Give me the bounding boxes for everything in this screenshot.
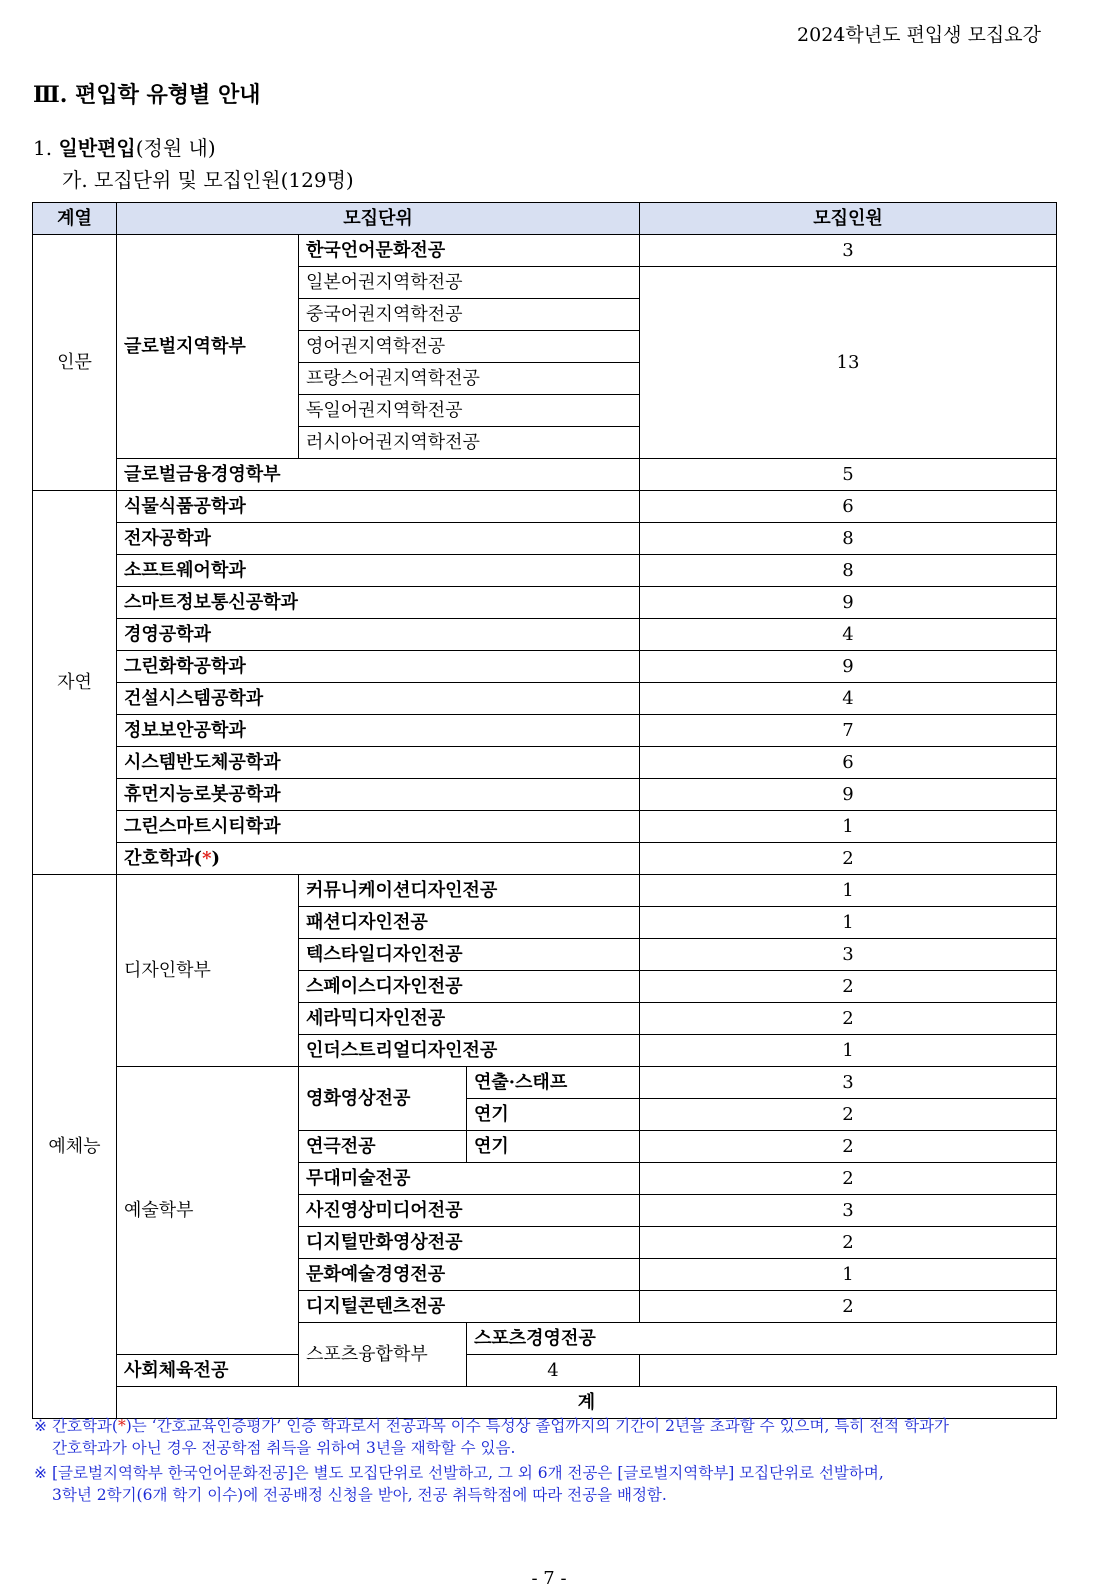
reference-mark: ※	[34, 1464, 47, 1482]
subsection-caption: 가. 모집단위 및 모집인원(129명)	[62, 168, 354, 192]
quota-value: 7	[640, 715, 1057, 747]
dept-name: 그린화학공학과	[117, 651, 640, 683]
quota-value: 9	[640, 651, 1057, 683]
dept-design: 디자인학부	[117, 875, 299, 1067]
quota-value: 3	[640, 1067, 1057, 1099]
quota-value: 1	[640, 875, 1057, 907]
quota-value: 2	[640, 1003, 1057, 1035]
quota-value: 4	[467, 1355, 640, 1387]
track-name: 연기	[467, 1099, 640, 1131]
major-name: 문화예술경영전공	[299, 1259, 640, 1291]
note-asterisk: *	[117, 1417, 126, 1435]
subsection-title	[33, 132, 216, 161]
dept-nursing	[117, 843, 640, 875]
nursing-label: 간호학과(	[124, 847, 203, 869]
table-row	[33, 715, 1057, 747]
major-name: 중국어권지역학전공	[299, 299, 640, 331]
major-name: 패션디자인전공	[299, 907, 640, 939]
quota-value: 9	[640, 587, 1057, 619]
quota-value: 1	[640, 907, 1057, 939]
category-humanities: 인문	[33, 235, 117, 491]
major-name: 스포츠경영전공	[467, 1323, 1057, 1355]
major-name: 디지털만화영상전공	[299, 1227, 640, 1259]
dept-name: 소프트웨어학과	[117, 555, 640, 587]
quota-value: 2	[640, 1291, 1057, 1323]
dept-name: 건설시스템공학과	[117, 683, 640, 715]
quota-value: 2	[640, 1099, 1057, 1131]
total-label: 계	[117, 1387, 1057, 1419]
footnote-global	[34, 1462, 949, 1506]
dept-art: 예술학부	[117, 1067, 299, 1355]
nursing-asterisk: *	[202, 847, 212, 869]
major-name: 영어권지역학전공	[299, 331, 640, 363]
table-row	[33, 875, 1057, 907]
quota-value: 8	[640, 523, 1057, 555]
quota-value: 2	[640, 1227, 1057, 1259]
major-name: 무대미술전공	[299, 1163, 640, 1195]
section-title: Ⅲ. 편입학 유형별 안내	[33, 82, 261, 108]
table-row	[33, 1355, 1057, 1387]
footnote-line: [글로벌지역학부 한국언어문화전공]은 별도 모집단위로 선발하고, 그 외 6개 전공은 [글로벌지역학부] 모집단위로 선발하며,	[52, 1464, 884, 1482]
quota-value: 2	[640, 971, 1057, 1003]
quota-value: 6	[640, 747, 1057, 779]
table-row	[33, 555, 1057, 587]
header-count: 모집인원	[640, 203, 1057, 235]
dept-global-finance: 글로벌금융경영학부	[117, 459, 640, 491]
quota-value: 5	[640, 459, 1057, 491]
footnote-nursing	[34, 1415, 949, 1459]
admission-table	[32, 202, 1057, 1419]
page-number: - 7 -	[531, 1568, 567, 1589]
quota-value: 3	[640, 939, 1057, 971]
major-name: 독일어권지역학전공	[299, 395, 640, 427]
dept-global-area: 글로벌지역학부	[117, 235, 299, 459]
dept-name: 시스템반도체공학과	[117, 747, 640, 779]
note-text: 간호학과(	[52, 1417, 118, 1435]
major-name: 사진영상미디어전공	[299, 1195, 640, 1227]
quota-value: 4	[640, 683, 1057, 715]
subsection-number: 1.	[33, 136, 53, 160]
major-name: 인더스트리얼디자인전공	[299, 1035, 640, 1067]
dept-name: 그린스마트시티학과	[117, 811, 640, 843]
note-text: )는 ‘간호교육인증평가’ 인증 학과로서 전공과목 이수 특성상 졸업까지의 기간이 2년을 초과할 수 있으며, 특히 전적 학과가	[125, 1417, 950, 1435]
quota-value: 2	[640, 843, 1057, 875]
table-row	[33, 587, 1057, 619]
major-name: 일본어권지역학전공	[299, 267, 640, 299]
table-header-row	[33, 203, 1057, 235]
quota-value: 9	[640, 779, 1057, 811]
dept-name: 휴먼지능로봇공학과	[117, 779, 640, 811]
document-header-title: 2024학년도 편입생 모집요강	[797, 24, 1041, 46]
header-unit: 모집단위	[117, 203, 640, 235]
table-row	[33, 651, 1057, 683]
quota-value: 1	[640, 811, 1057, 843]
major-theater: 연극전공	[299, 1131, 467, 1163]
table-row	[33, 491, 1057, 523]
reference-mark: ※	[34, 1417, 47, 1435]
track-name: 연기	[467, 1131, 640, 1163]
header-category: 계열	[33, 203, 117, 235]
table-row	[33, 523, 1057, 555]
quota-value: 4	[640, 619, 1057, 651]
track-name: 연출·스태프	[467, 1067, 640, 1099]
major-name: 커뮤니케이션디자인전공	[299, 875, 640, 907]
quota-value: 3	[640, 235, 1057, 267]
category-arts-sports: 예체능	[33, 875, 117, 1419]
dept-name: 식물식품공학과	[117, 491, 640, 523]
major-name: 러시아어권지역학전공	[299, 427, 640, 459]
table-row	[33, 779, 1057, 811]
footnote-line: 간호학과가 아닌 경우 전공학점 취득을 위하여 3년을 재학할 수 있음.	[52, 1439, 516, 1457]
table-row	[33, 619, 1057, 651]
major-name: 세라믹디자인전공	[299, 1003, 640, 1035]
dept-name: 정보보안공학과	[117, 715, 640, 747]
major-name: 한국언어문화전공	[299, 235, 640, 267]
table-row	[33, 459, 1057, 491]
table-row	[33, 811, 1057, 843]
major-name: 프랑스어권지역학전공	[299, 363, 640, 395]
quota-value: 2	[640, 1163, 1057, 1195]
footnote-line	[52, 1415, 949, 1437]
table-total-row	[33, 1387, 1057, 1419]
quota-value: 3	[640, 1195, 1057, 1227]
major-name: 스페이스디자인전공	[299, 971, 640, 1003]
dept-name: 전자공학과	[117, 523, 640, 555]
nursing-close: )	[211, 847, 221, 869]
quota-value: 13	[640, 267, 1057, 459]
quota-value: 1	[640, 1259, 1057, 1291]
subsection-rest: (정원 내)	[135, 136, 216, 160]
footnote-line: 3학년 2학기(6개 학기 이수)에 전공배정 신청을 받아, 전공 취득학점에 따라 전공을 배정함.	[52, 1486, 667, 1504]
footnotes	[34, 1415, 949, 1509]
table-row	[33, 747, 1057, 779]
quota-value: 1	[640, 1035, 1057, 1067]
table-row	[33, 1067, 1057, 1099]
table-row	[33, 843, 1057, 875]
quota-value: 2	[640, 1131, 1057, 1163]
table-row	[33, 683, 1057, 715]
major-name: 텍스타일디자인전공	[299, 939, 640, 971]
dept-name: 경영공학과	[117, 619, 640, 651]
dept-name: 스마트정보통신공학과	[117, 587, 640, 619]
quota-value: 6	[640, 491, 1057, 523]
table-row	[33, 235, 1057, 267]
category-science: 자연	[33, 491, 117, 875]
major-name: 디지털콘텐츠전공	[299, 1291, 640, 1323]
major-film: 영화영상전공	[299, 1067, 467, 1131]
dept-sports: 스포츠융합학부	[299, 1323, 467, 1387]
major-name: 사회체육전공	[117, 1355, 467, 1387]
quota-value: 8	[640, 555, 1057, 587]
subsection-bold: 일반편입	[58, 136, 136, 160]
